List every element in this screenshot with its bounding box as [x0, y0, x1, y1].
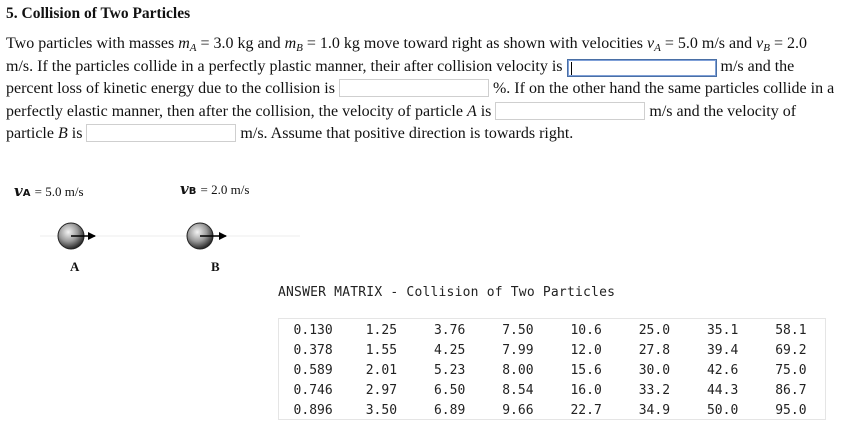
matrix-cell: 95.0 — [775, 403, 807, 418]
problem-statement — [6, 33, 836, 146]
subscript-b: B — [188, 186, 197, 197]
problem-text: = 3.0 kg and — [196, 35, 285, 52]
matrix-cell: 7.99 — [502, 343, 534, 358]
matrix-cell: 33.2 — [638, 383, 671, 398]
matrix-cell: 0.130 — [293, 323, 333, 338]
matrix-cell: 34.9 — [638, 403, 671, 418]
matrix-cell: 75.0 — [775, 363, 807, 378]
problem-text: is — [67, 125, 87, 142]
particle-b — [187, 223, 227, 249]
particles-figure — [0, 170, 320, 290]
matrix-column — [279, 319, 347, 423]
problem-text: m/s. Assume that positive direction is towards right. — [236, 125, 574, 142]
problem-text: = 2.0 m/s. If the particles collide in a perfectly plastic manner, their after collision velocity is — [6, 35, 807, 75]
particle-a-ref: A — [466, 102, 477, 120]
matrix-cell: 5.23 — [433, 363, 466, 378]
matrix-cell: 69.2 — [775, 343, 807, 358]
matrix-cell: 35.1 — [706, 323, 739, 338]
symbol-m: m — [284, 35, 297, 52]
matrix-cell: 0.746 — [293, 383, 333, 398]
matrix-cell: 7.50 — [502, 323, 534, 338]
matrix-cell: 42.6 — [706, 363, 739, 378]
matrix-cell: 6.89 — [433, 403, 466, 418]
answer-matrix — [276, 281, 828, 421]
matrix-cell: 50.0 — [706, 403, 739, 418]
matrix-cell: 3.76 — [433, 323, 466, 338]
symbol-v: v — [180, 180, 189, 198]
particle-b-ref: B — [57, 125, 68, 142]
problem-text: = 5.0 m/s and — [660, 35, 757, 52]
matrix-cell: 15.6 — [570, 363, 602, 378]
matrix-cell: 25.0 — [638, 323, 671, 338]
problem-text: %. If on the other hand the same particles collide in a perfectly elastic manner, then after the collision, the velocity of particle — [6, 80, 835, 120]
matrix-cell: 0.378 — [293, 343, 333, 358]
plastic-velocity-input[interactable] — [567, 59, 717, 77]
symbol-v: v — [756, 35, 764, 52]
matrix-cell: 86.7 — [775, 383, 807, 398]
matrix-cell: 2.97 — [365, 383, 398, 398]
matrix-cell: 27.8 — [638, 343, 671, 358]
matrix-cell: 3.50 — [365, 403, 398, 418]
subscript-a: A — [22, 188, 31, 199]
matrix-cell: 1.25 — [365, 323, 398, 338]
subscript-b: B — [763, 42, 770, 54]
matrix-cell: 44.3 — [706, 383, 739, 398]
subscript-b: B — [296, 42, 303, 54]
matrix-column — [689, 319, 757, 423]
matrix-cell: 0.589 — [293, 363, 333, 378]
matrix-cell: 1.55 — [365, 343, 398, 358]
matrix-column — [484, 319, 552, 423]
symbol-m: m — [178, 35, 190, 52]
answer-matrix-grid — [278, 318, 826, 420]
matrix-column — [620, 319, 688, 423]
matrix-cell: 8.54 — [502, 383, 534, 398]
matrix-column — [347, 319, 415, 423]
particle-a-label: A — [70, 259, 80, 274]
problem-title: 5. Collision of Two Particles — [6, 5, 191, 22]
problem-text: Two particles with masses — [6, 35, 179, 52]
matrix-cell: 8.00 — [502, 363, 534, 378]
matrix-cell: 16.0 — [570, 383, 602, 398]
matrix-cell: 9.66 — [502, 403, 534, 418]
subscript-a: A — [654, 42, 661, 54]
problem-text: m/s and the percent loss of kinetic energy due to the collision is — [6, 57, 795, 97]
ke-loss-percent-input[interactable] — [339, 79, 489, 97]
answer-matrix-title: ANSWER MATRIX - Collision of Two Particles — [278, 285, 616, 300]
problem-text: m/s and the velocity of particle — [6, 102, 797, 142]
matrix-cell: 12.0 — [570, 343, 602, 358]
particle-a — [58, 223, 96, 249]
symbol-v: v — [647, 35, 655, 52]
particles-drawing — [0, 170, 320, 290]
matrix-cell: 10.6 — [570, 323, 602, 338]
matrix-column — [757, 319, 825, 423]
subscript-a: A — [189, 42, 197, 54]
matrix-cell: 4.25 — [433, 343, 466, 358]
problem-text: is — [476, 102, 496, 120]
velocity-a-value: = 5.0 m/s — [34, 184, 84, 199]
problem-text: = 1.0 kg move toward right as shown with velocities — [302, 35, 647, 52]
particle-b-label: B — [211, 259, 220, 274]
text-caret — [571, 62, 572, 75]
matrix-cell: 22.7 — [570, 403, 602, 418]
velocity-b-value: = 2.0 m/s — [200, 182, 250, 197]
matrix-cell: 58.1 — [775, 323, 807, 338]
matrix-cell: 0.896 — [293, 403, 333, 418]
elastic-velocity-a-input[interactable] — [495, 102, 645, 120]
matrix-cell: 6.50 — [433, 383, 466, 398]
matrix-column — [552, 319, 620, 423]
matrix-cell: 2.01 — [365, 363, 398, 378]
matrix-cell: 30.0 — [638, 363, 671, 378]
matrix-cell: 39.4 — [706, 343, 739, 358]
symbol-v: v — [14, 182, 23, 200]
matrix-column — [416, 319, 484, 423]
elastic-velocity-b-input[interactable] — [86, 124, 236, 142]
